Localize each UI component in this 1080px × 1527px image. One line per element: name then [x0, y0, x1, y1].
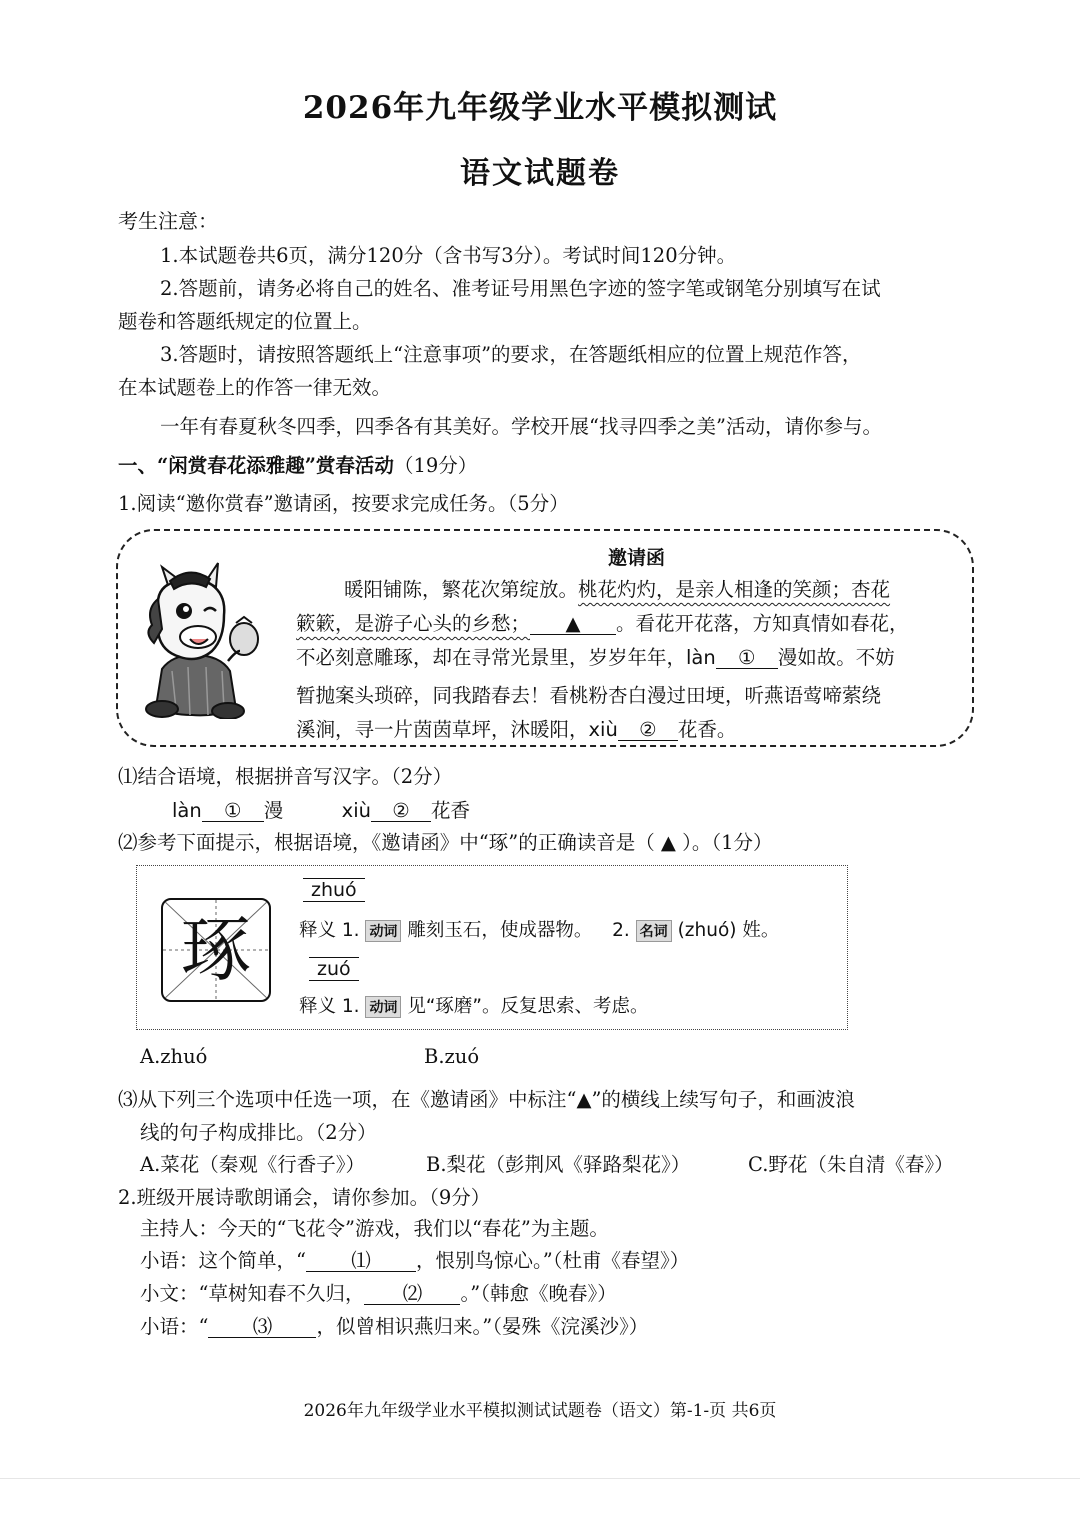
definition-1-prefix: 释义 1.: [299, 920, 360, 941]
answer-blank-1: ①: [202, 800, 264, 822]
word-man: 漫: [263, 799, 284, 822]
pinyin-zuo-header: [309, 957, 359, 981]
poem-line-3: [140, 1311, 648, 1339]
definition-zhuo: [299, 916, 779, 942]
invitation-line-2: [296, 608, 909, 636]
notice-item-2-line-1: 2.答题前，请务必将自己的姓名、准考证号用黑色字迹的签字笔或钢笔分别填写在试: [160, 277, 881, 300]
sub-question-1-stem: ⑴结合语境，根据拼音写汉字。（2分）: [118, 765, 453, 788]
question-2-stem: 2.班级开展诗歌朗诵会，请你参加。（9分）: [118, 1186, 491, 1209]
invitation-line-5-end: 花香。: [677, 718, 737, 741]
option-a-zhuo: A.zhuó: [140, 1045, 208, 1068]
option-a-caihua: A.菜花（秦观《行香子》）: [140, 1153, 366, 1176]
notice-item-3-line-1: 3.答题时，请按照答题纸上“注意事项”的要求，在答题纸相应的位置上规范作答，: [160, 343, 862, 366]
wavy-sentence-apricot-end: 簌簌，是游子心头的乡愁；: [296, 612, 531, 635]
host-line: 主持人：今天的“飞花令”游戏，我们以“春花”为主题。: [140, 1217, 609, 1240]
poem-line-2-end: 。”（韩愈《晚春》）: [460, 1282, 617, 1305]
sub-question-2-stem: ⑵参考下面提示，根据语境，《邀请函》中“琢”的正确读音是（ ▲ ）。（1分）: [118, 831, 773, 854]
definition-zuo-text: 见“琢磨”。反复思索、考虑。: [407, 996, 649, 1017]
sub-question-1-blanks: [172, 795, 470, 823]
sub-question-3-stem-line-2: 线的句子构成排比。（2分）: [140, 1121, 377, 1144]
sub-question-3-stem-line-1: ⑶从下列三个选项中任选一项，在《邀请函》中标注“▲”的横线上续写句子，和画波浪: [118, 1088, 855, 1111]
invitation-line-1: [344, 574, 890, 602]
exam-subtitle: 语文试题卷: [460, 156, 620, 191]
option-b-lihua: B.梨花（彭荆风《驿路梨花》）: [426, 1153, 691, 1176]
exam-title: 2026年九年级学业水平模拟测试: [302, 90, 778, 126]
blank-1: ①: [716, 647, 778, 669]
invitation-line-4: 暂抛案头琐碎，同我踏春去！看桃粉杏白漫过田埂，听燕语莺啼萦绕: [296, 684, 882, 707]
invitation-line-3: [296, 642, 895, 670]
invitation-line-5-text: 溪涧，寻一片茵茵草坪，沐暖阳，: [296, 718, 589, 741]
wavy-sentence-apricot-start: 杏花: [851, 578, 891, 601]
poem-blank-1: ⑴: [306, 1250, 416, 1272]
definition-2-number: 2.: [612, 920, 630, 941]
poem-line-1-end: ，恨别鸟惊心。”（杜甫《春望》）: [415, 1249, 690, 1272]
word-huaxiang: 花香: [430, 799, 470, 822]
wavy-sentence-peach: 桃花灼灼，是亲人相逢的笑颜；: [578, 578, 852, 601]
notice-heading: 考生注意：: [118, 209, 218, 233]
definition-zuo-prefix: 释义 1.: [299, 996, 360, 1017]
poem-line-3-start: 小语：“: [140, 1315, 209, 1338]
pinyin-lan-answer: làn: [172, 799, 202, 822]
pinyin-zhuo: zhuó: [303, 878, 365, 902]
poem-blank-3: ⑶: [208, 1316, 316, 1338]
horse-mascot-image: [132, 559, 260, 719]
poem-line-3-end: ，似曾相识燕归来。”（晏殊《浣溪沙》）: [316, 1315, 649, 1338]
intro-text: 一年有春夏秋冬四季，四季各有其美好。学校开展“找寻四季之美”活动，请你参与。: [160, 415, 882, 438]
poem-blank-2: ⑵: [364, 1283, 460, 1305]
definition-1-text: 雕刻玉石，使成器物。: [407, 920, 593, 941]
character-grid: [161, 898, 271, 1002]
pos-verb-tag-2: 动词: [365, 996, 401, 1018]
invitation-line-3-text: 不必刻意雕琢，却在寻常光景里，岁岁年年，: [296, 646, 687, 669]
pos-noun-tag: 名词: [636, 920, 672, 942]
invitation-line-3-end: 漫如故。不妨: [777, 646, 895, 669]
section-1-heading: [118, 450, 477, 478]
poem-line-1-start: 小语：这个简单，“: [140, 1249, 306, 1272]
answer-blank-2: ②: [371, 800, 431, 822]
pos-verb-tag: 动词: [365, 920, 401, 942]
dictionary-box: [136, 865, 848, 1030]
pinyin-xiu-answer: xiù: [341, 799, 371, 822]
pinyin-zuo: zuó: [309, 957, 359, 981]
question-1-stem: 1.阅读“邀你赏春”邀请函，按要求完成任务。（5分）: [118, 492, 569, 515]
definition-2-text: (zhuó) 姓。: [677, 920, 780, 941]
notice-item-3-line-2: 在本试题卷上的作答一律无效。: [118, 376, 392, 399]
pinyin-xiu: xiù: [588, 718, 618, 741]
character-zhuo: 琢: [181, 909, 251, 991]
pinyin-lan: làn: [686, 646, 716, 669]
pinyin-zhuo-header: [303, 878, 365, 902]
invitation-box: [116, 529, 974, 747]
poem-line-2-start: 小文：“草树知春不久归，: [140, 1282, 365, 1305]
invitation-title: 邀请函: [608, 547, 666, 569]
invitation-line-1-text: 暖阳铺陈，繁花次第绽放。: [344, 578, 579, 601]
blank-2: ②: [618, 719, 678, 741]
option-b-zuo: B.zuó: [424, 1045, 480, 1068]
poem-line-1: [140, 1245, 689, 1273]
notice-item-1: 1.本试题卷共6页，满分120分（含书写3分）。考试时间120分钟。: [160, 244, 737, 267]
invitation-line-5: [296, 714, 736, 742]
page-footer: 2026年九年级学业水平模拟测试试题卷（语文）第-1-页 共6页: [303, 1401, 777, 1421]
option-c-yehua: C.野花（朱自清《春》）: [748, 1153, 954, 1176]
poem-line-2: [140, 1278, 617, 1306]
bottom-divider: [0, 1478, 1080, 1479]
definition-zuo: [299, 992, 649, 1018]
notice-item-2-line-2: 题卷和答题纸规定的位置上。: [118, 310, 372, 333]
section-1-title: 一、“闲赏春花添雅趣”赏春活动: [118, 454, 394, 477]
section-1-score: （19分）: [393, 454, 478, 477]
triangle-blank: ▲: [530, 613, 616, 635]
invitation-line-2-text: 。看花开花落，方知真情如春花，: [616, 612, 909, 635]
